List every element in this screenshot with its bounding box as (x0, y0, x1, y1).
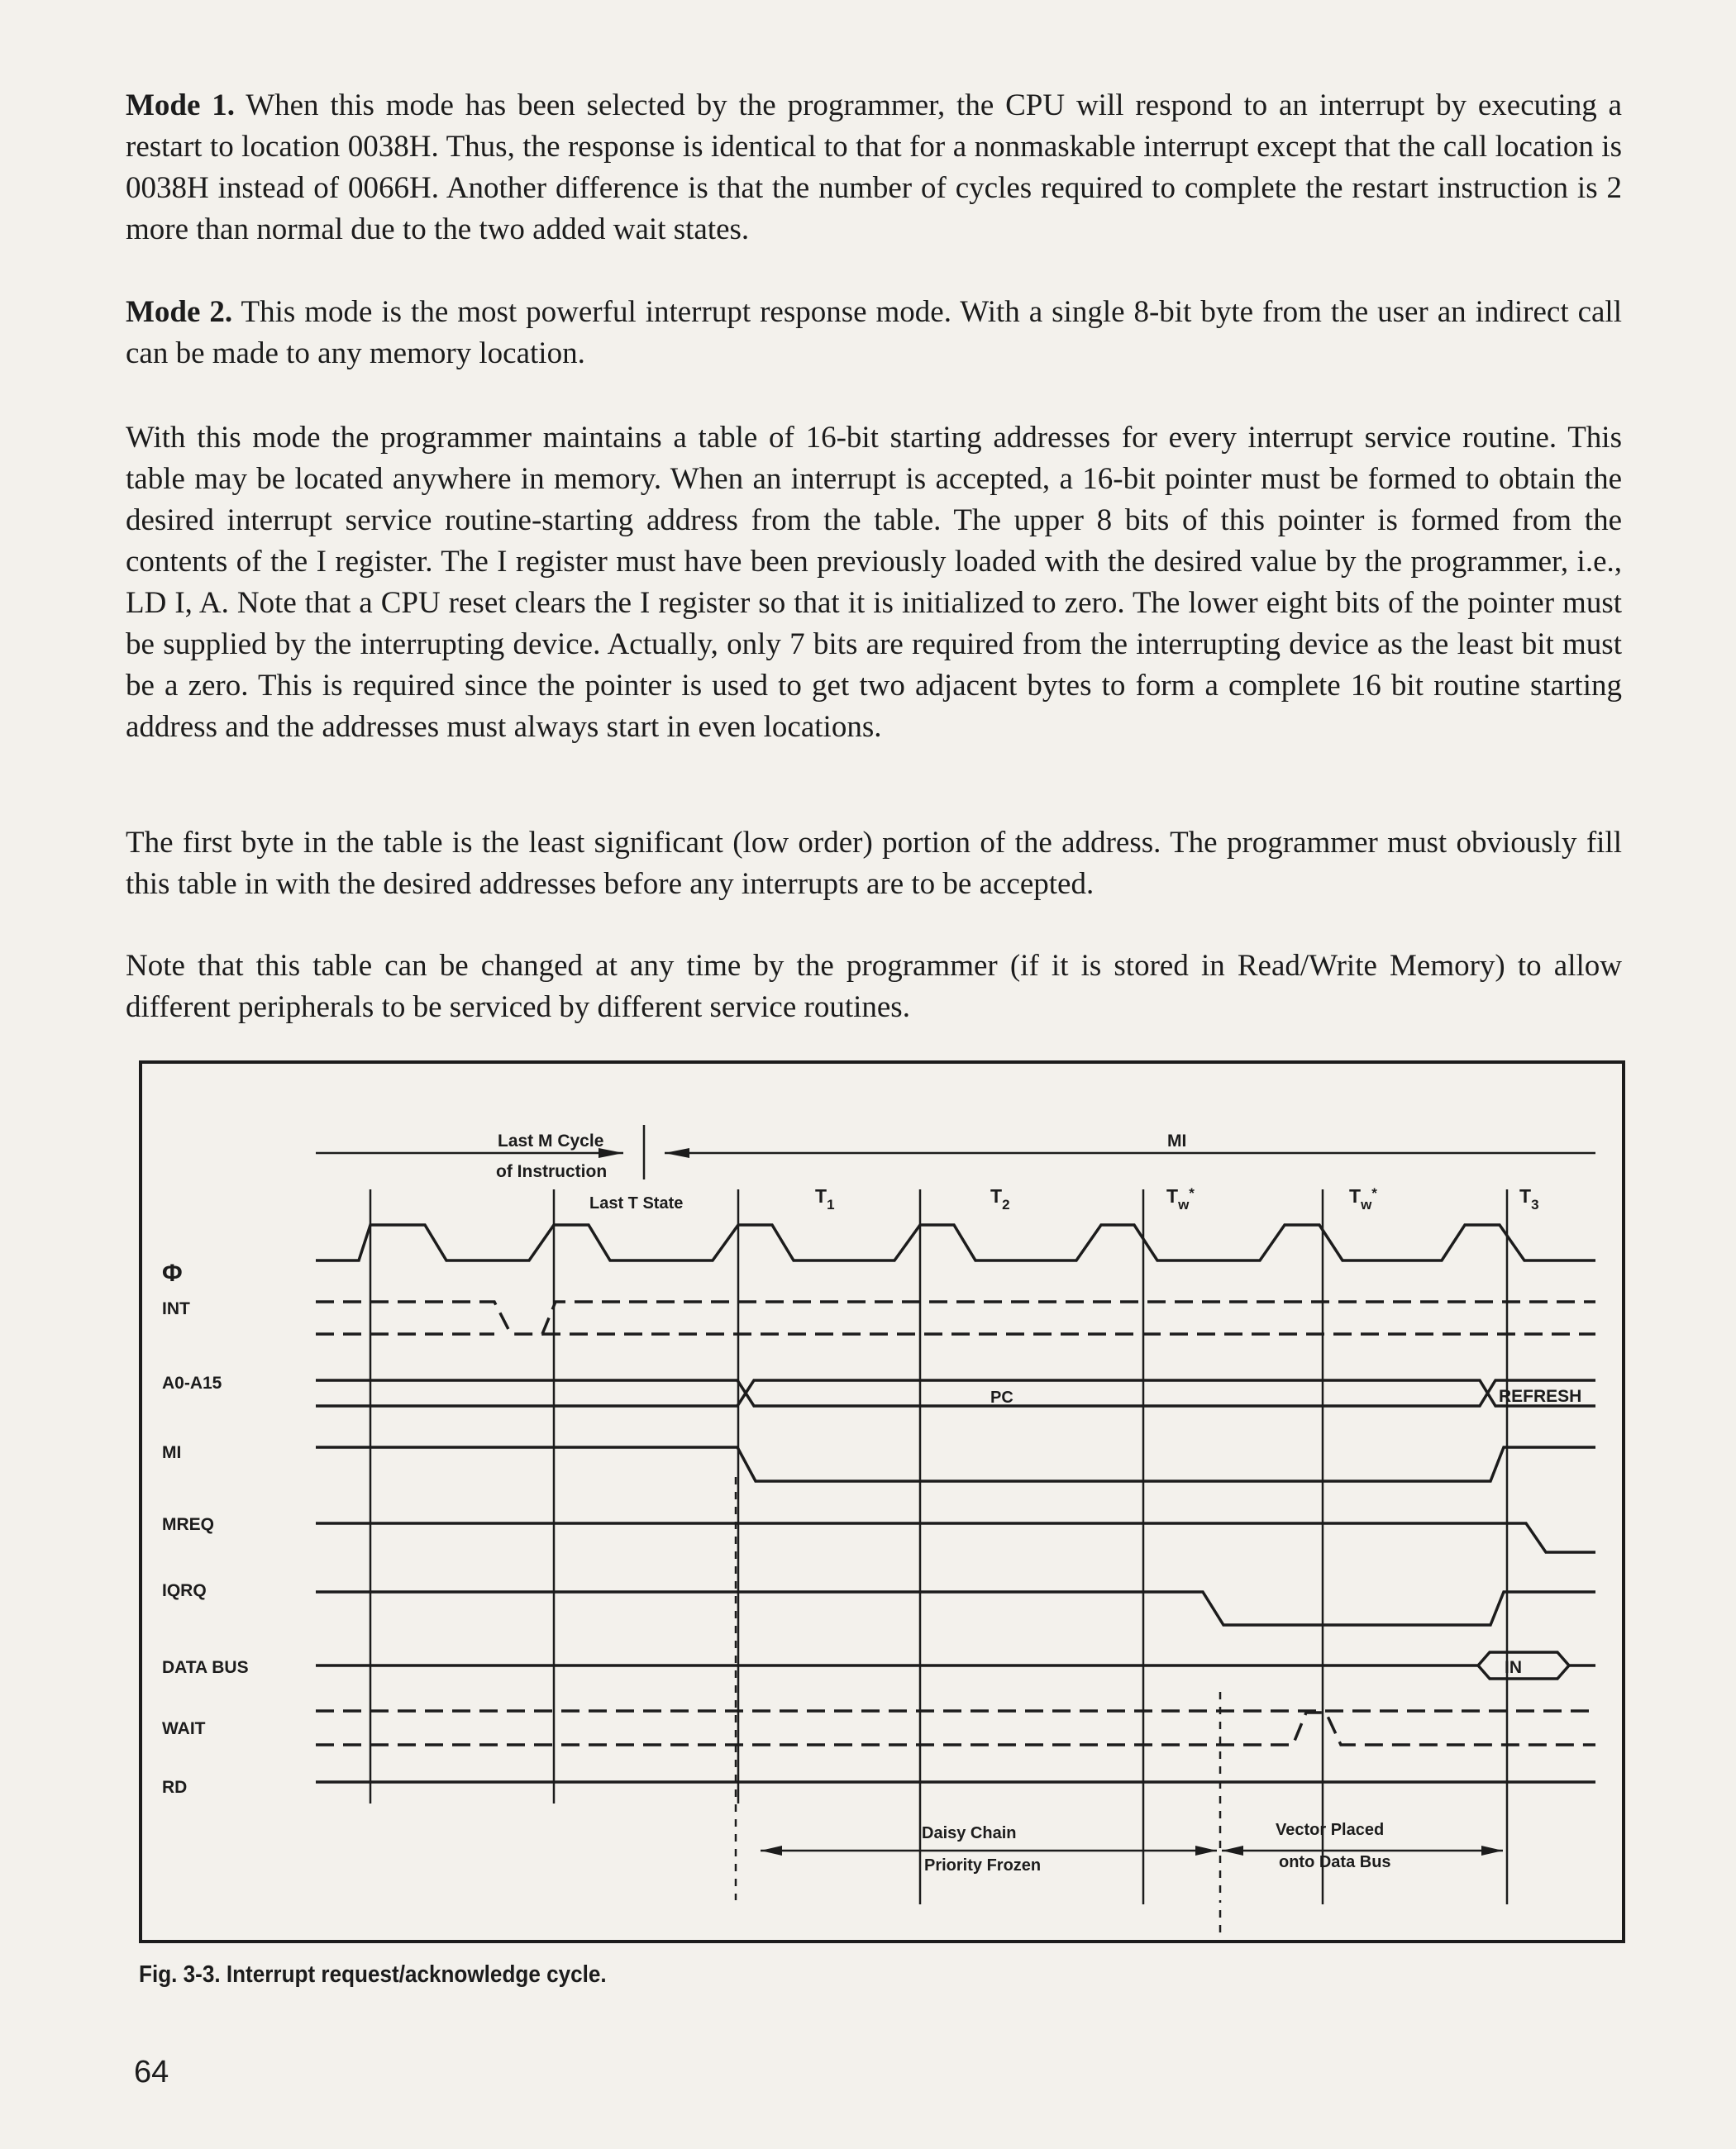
t-state-label (1166, 1185, 1195, 1213)
figure-caption: Fig. 3-3. Interrupt request/acknowledge cycle. (139, 1961, 607, 1988)
paragraph-text: With this mode the programmer maintains a table of 16-bit starting addresses for every interrupt service routine. This table may be located anywhere in memory. When an interrupt is accepted, a 16-bit pointer must be formed to obtain the desired interrupt service routine-starting address from the table. The upper 8 bits of this pointer is formed from the contents of the I register. The I register must have been previously loaded with the desired value by the programmer, i.e., LD I, A. Note that a CPU reset clears the I register so that it is initialized to zero. The lower eight bits of the pointer must be supplied by the interrupting device. Actually, only 7 bits are required from the interrupting device as the least bit must be a zero. This is required since the pointer is used to get two adjacent bytes to form a complete 16 bit routine starting address and the addresses must always start in even locations. (126, 421, 1622, 744)
t-sub: w (1361, 1197, 1372, 1213)
t-base: T (815, 1185, 827, 1207)
annotation-vector-placed: Vector Placed (1276, 1821, 1385, 1839)
paragraph-mode-2 (126, 292, 1622, 374)
signal-phi: Φ (162, 1260, 183, 1287)
t-base: T (1166, 1185, 1179, 1207)
page-number: 64 (134, 2055, 169, 2089)
header-of-instruction: of Instruction (496, 1162, 608, 1181)
annotation-onto-data-bus: onto Data Bus (1279, 1853, 1391, 1871)
signal-a0-a15: A0-A15 (162, 1374, 222, 1393)
t-state-label (815, 1185, 835, 1213)
paragraph-lead: Mode 2. (126, 295, 233, 329)
header-last-m-cycle: Last M Cycle (498, 1132, 604, 1151)
signal-iqrq: IQRQ (162, 1581, 207, 1600)
t-sub: w (1178, 1197, 1190, 1213)
timing-diagram-figure (139, 1060, 1625, 1943)
bus-label-refresh: REFRESH (1499, 1387, 1582, 1406)
timing-diagram (142, 1064, 1622, 1940)
signal-data-bus: DATA BUS (162, 1658, 249, 1677)
t-sup: * (1189, 1185, 1195, 1201)
paragraph-first-byte (126, 822, 1622, 905)
header-mi: MI (1167, 1132, 1187, 1151)
paragraph-table-change (126, 946, 1622, 1028)
t-sub: 2 (1002, 1197, 1010, 1213)
t-base: T (990, 1185, 1003, 1207)
bus-label-pc: PC (990, 1389, 1013, 1407)
signal-rd: RD (162, 1778, 188, 1797)
timing-lines (316, 1125, 1595, 1940)
signal-wait: WAIT (162, 1719, 206, 1738)
paragraph-table-description (126, 417, 1622, 748)
t-sup: * (1371, 1185, 1377, 1201)
signal-int: INT (162, 1299, 190, 1318)
paragraph-mode-1 (126, 85, 1622, 250)
paragraph-lead: Mode 1. (126, 88, 236, 122)
t-state-label (1349, 1185, 1377, 1213)
paragraph-text: The first byte in the table is the least significant (low order) portion of the address. The programmer must obviously fill this table in with the desired addresses before any interrupts are to be accepted. (126, 826, 1622, 901)
annotation-daisy-chain: Daisy Chain (922, 1824, 1017, 1842)
signal-mreq: MREQ (162, 1515, 214, 1534)
label-last-t-state: Last T State (589, 1194, 684, 1213)
annotation-priority-frozen: Priority Frozen (924, 1856, 1042, 1875)
t-state-label (990, 1185, 1010, 1213)
signal-mi: MI (162, 1443, 182, 1462)
t-base: T (1349, 1185, 1362, 1207)
t-sub: 3 (1531, 1197, 1539, 1213)
bus-label-in: IN (1505, 1658, 1522, 1677)
paragraph-text: This mode is the most powerful interrupt response mode. With a single 8-bit byte from the user an indirect call can be made to any memory location. (126, 295, 1622, 370)
t-sub: 1 (827, 1197, 835, 1213)
paragraph-text: When this mode has been selected by the programmer, the CPU will respond to an interrupt by executing a restart to location 0038H. Thus, the response is identical to that for a nonmaskable interrupt except that the call location is 0038H instead of 0066H. Another difference is that the number of cycles required to complete the restart instruction is 2 more than normal due to the two added wait states. (126, 88, 1622, 246)
t-base: T (1519, 1185, 1532, 1207)
paragraph-text: Note that this table can be changed at any time by the programmer (if it is stored in Read/Write Memory) to allow different peripherals to be serviced by different service routines. (126, 949, 1622, 1024)
t-state-label (1519, 1185, 1539, 1213)
